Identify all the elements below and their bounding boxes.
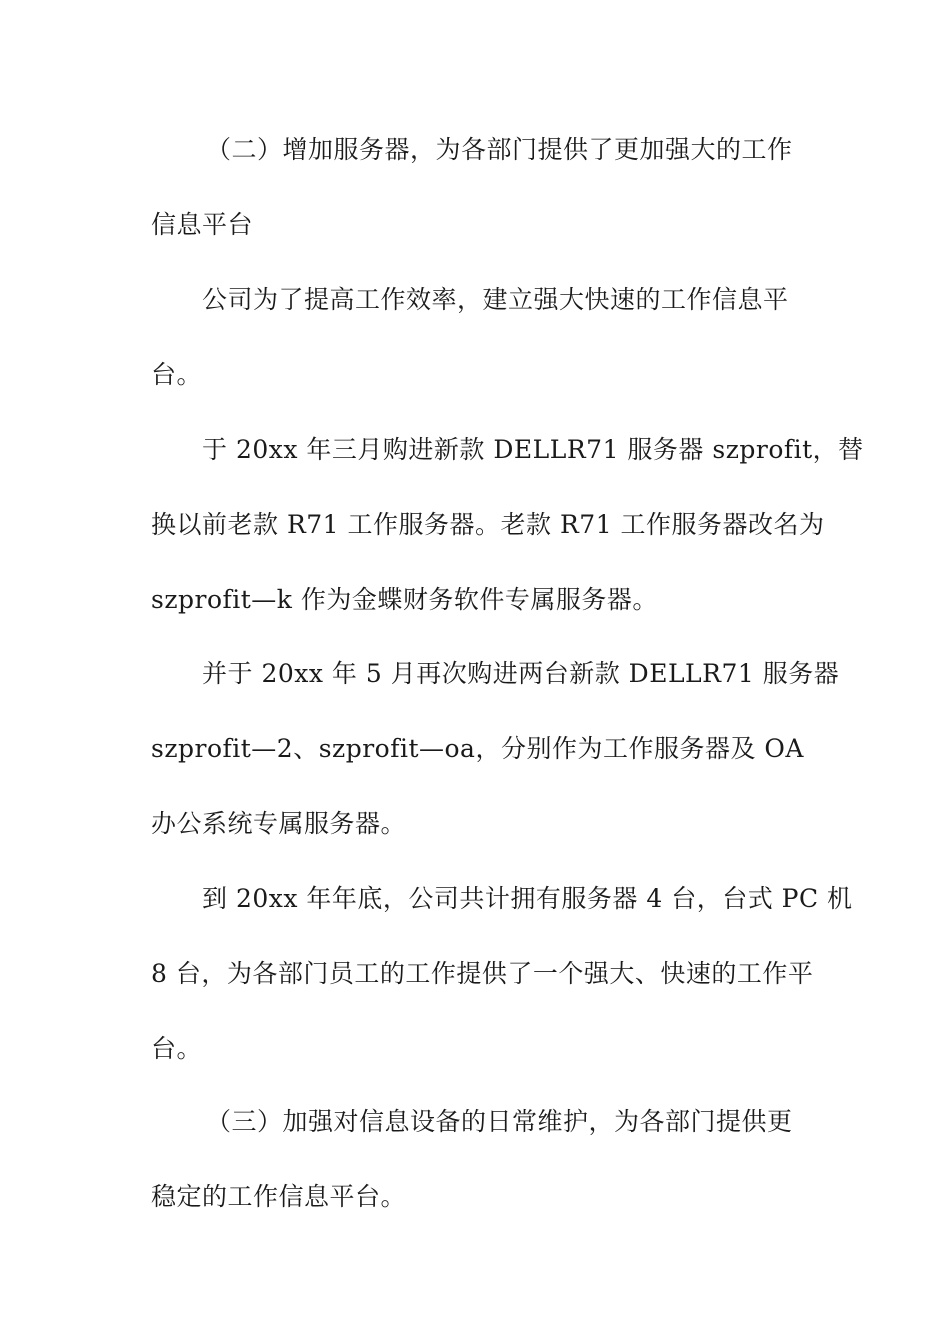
section-heading-2-line-1: （二）增加服务器，为各部门提供了更加强大的工作 xyxy=(206,135,793,164)
section-heading-2-line-2: 信息平台 xyxy=(151,210,254,239)
section-heading-3-line-1: （三）加强对信息设备的日常维护，为各部门提供更 xyxy=(206,1107,793,1136)
paragraph-1-line-1: 公司为了提高工作效率，建立强大快速的工作信息平 xyxy=(202,285,789,314)
paragraph-2-line-3: szprofit—k 作为金蝶财务软件专属服务器。 xyxy=(151,585,658,614)
paragraph-3-line-3: 办公系统专属服务器。 xyxy=(151,809,407,838)
paragraph-3-line-1: 并于 20xx 年 5 月再次购进两台新款 DELLR71 服务器 xyxy=(202,659,840,688)
paragraph-2-line-2: 换以前老款 R71 工作服务器。老款 R71 工作服务器改名为 xyxy=(151,510,825,539)
paragraph-1-line-2: 台。 xyxy=(151,360,203,389)
paragraph-4-line-1: 到 20xx 年年底，公司共计拥有服务器 4 台，台式 PC 机 xyxy=(202,884,853,913)
paragraph-2-line-1: 于 20xx 年三月购进新款 DELLR71 服务器 szprofit，替 xyxy=(202,435,864,464)
paragraph-4-line-2: 8 台，为各部门员工的工作提供了一个强大、快速的工作平 xyxy=(151,959,814,988)
paragraph-3-line-2: szprofit—2、szprofit—oa，分别作为工作服务器及 OA xyxy=(151,734,804,763)
section-heading-3-line-2: 稳定的工作信息平台。 xyxy=(151,1182,407,1211)
paragraph-4-line-3: 台。 xyxy=(151,1034,203,1063)
